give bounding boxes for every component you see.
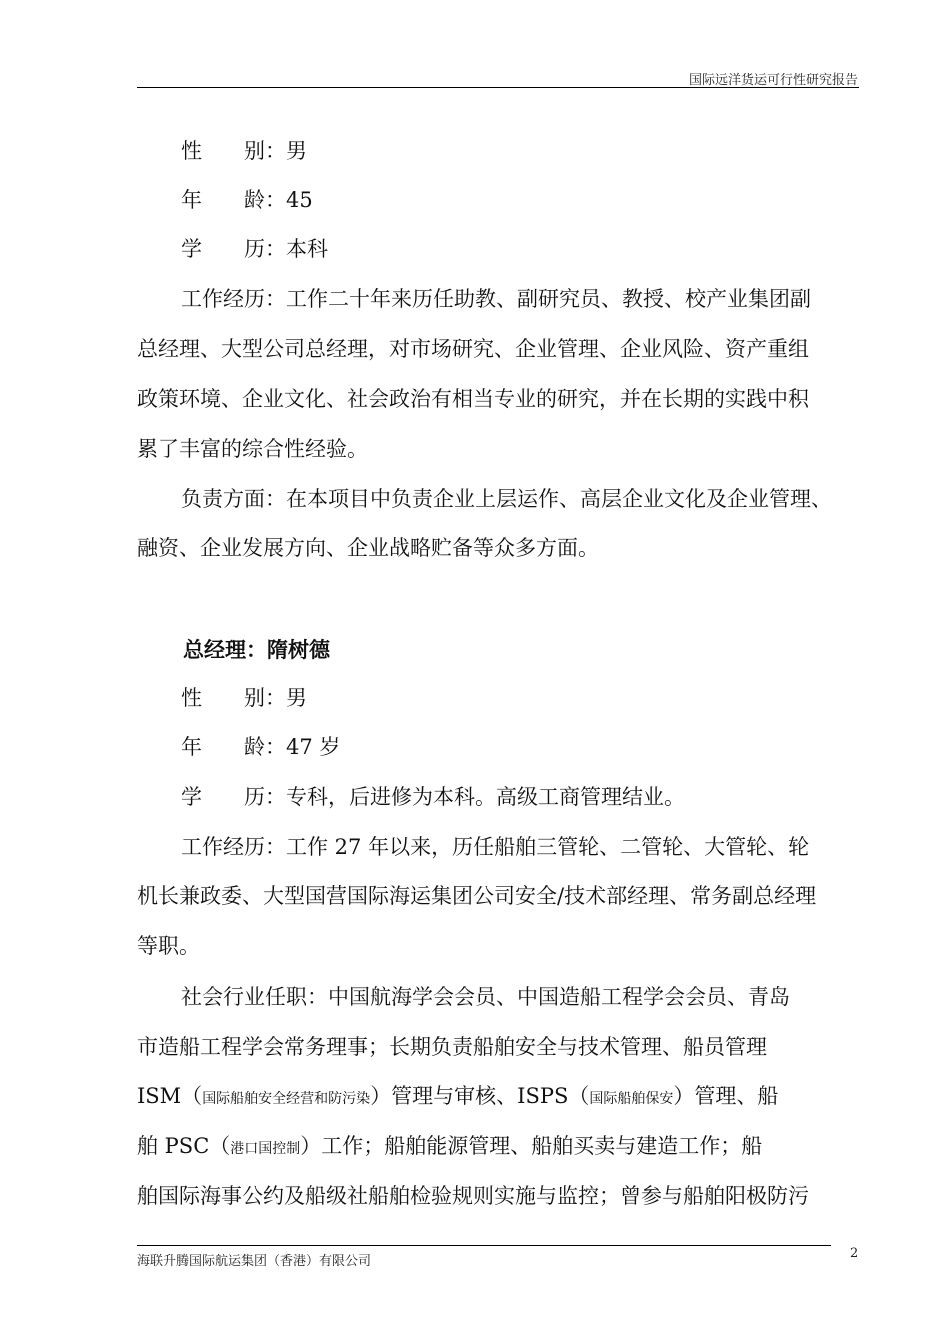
header-rule: [137, 87, 859, 88]
social-text: ）工作；船舶能源管理、船舶买卖与建造工作；船: [300, 1134, 763, 1158]
psc-note: 港口国控制: [230, 1141, 301, 1157]
person2-social-line: [137, 1131, 762, 1164]
page-number: 2: [850, 1246, 859, 1261]
person2-social-line: 市造船工程学会常务理事；长期负责船舶安全与技术管理、船员管理: [137, 1035, 767, 1059]
person2-social-line: 社会行业任职：中国航海学会会员、中国造船工程学会会员、青岛: [181, 985, 790, 1009]
footer-company: 海联升腾国际航运集团（香港）有限公司: [137, 1254, 372, 1269]
person2-age: 年 龄：47 岁: [181, 735, 341, 759]
person2-experience-line: 工作经历：工作 27 年以来，历任船舶三管轮、二管轮、大管轮、轮: [181, 835, 810, 859]
person2-experience-line: 机长兼政委、大型国营国际海运集团公司安全/技术部经理、常务副总经理: [137, 884, 817, 908]
person1-responsibility-line: 负责方面：在本项目中负责企业上层运作、高层企业文化及企业管理、: [181, 487, 832, 511]
ism-note: 国际船舶安全经营和防污染: [202, 1091, 371, 1107]
person2-social-line: 舶国际海事公约及船级社船舶检验规则实施与监控；曾参与船舶阳极防污: [137, 1184, 809, 1208]
person2-experience-line: 等职。: [137, 934, 200, 958]
person2-social-line: [137, 1081, 778, 1114]
isps-note: 国际船舶保安: [589, 1091, 674, 1107]
person1-experience-line: 累了丰富的综合性经验。: [137, 437, 368, 461]
social-text: ）管理、船: [673, 1084, 779, 1108]
person1-responsibility-line: 融资、企业发展方向、企业战略贮备等众多方面。: [137, 536, 599, 560]
isps-label: ）管理与审核、ISPS（: [370, 1084, 590, 1108]
footer-rule: [137, 1245, 831, 1246]
person1-education: 学 历：本科: [181, 237, 328, 261]
ism-label: ISM（: [137, 1084, 203, 1108]
person2-heading: 总经理：隋树德: [183, 637, 330, 662]
person1-experience-line: 工作经历：工作二十年来历任助教、副研究员、教授、校产业集团副: [181, 287, 811, 311]
person1-experience-line: 政策环境、企业文化、社会政治有相当专业的研究，并在长期的实践中积: [137, 387, 809, 411]
psc-label: 舶 PSC（: [137, 1134, 231, 1158]
page-header-title: 国际远洋货运可行性研究报告: [688, 73, 858, 88]
person1-gender: 性 别：男: [181, 139, 307, 163]
person1-experience-line: 总经理、大型公司总经理，对市场研究、企业管理、企业风险、资产重组: [137, 337, 809, 361]
person2-education: 学 历：专科，后进修为本科。高级工商管理结业。: [181, 785, 685, 809]
person1-age: 年 龄：45: [181, 188, 313, 212]
person2-gender: 性 别：男: [181, 686, 307, 710]
